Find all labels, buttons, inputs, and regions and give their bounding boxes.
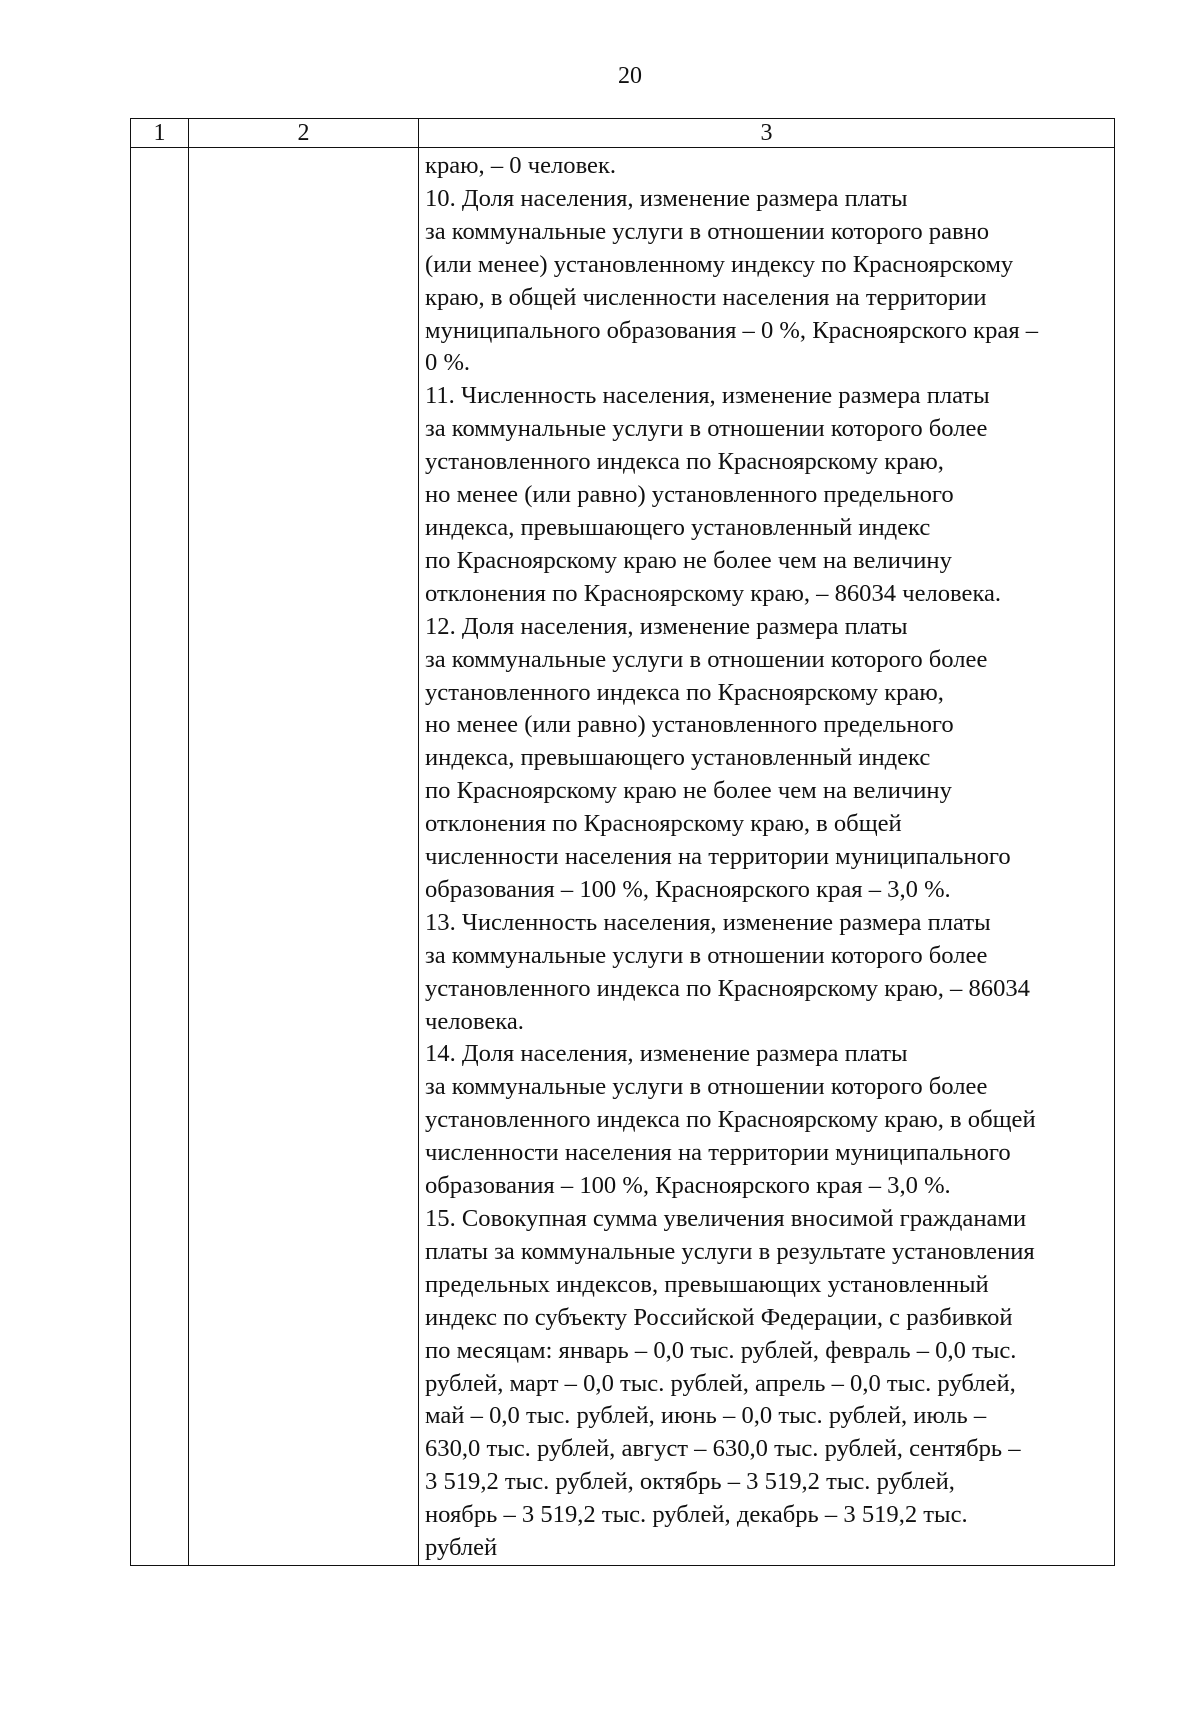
text-line: рублей, март – 0,0 тыс. рублей, апрель – 0,0 тыс. рублей, [425,1369,1016,1397]
text-line: человека. [425,1007,524,1035]
text-line: за коммунальные услуги в отношении которого более [425,645,988,673]
text-line: но менее (или равно) установленного предельного [425,711,954,739]
table-cell-col3 [419,148,1115,1566]
table-cell-col2 [189,148,419,1566]
text-line: краю, в общей численности населения на территории [425,283,987,311]
column-header-3: 3 [419,119,1115,148]
text-line: установленного индекса по Красноярскому краю, в общей [425,1106,1036,1134]
text-line: установленного индекса по Красноярскому краю, [425,448,944,476]
text-line: но менее (или равно) установленного предельного [425,481,954,509]
text-line: май – 0,0 тыс. рублей, июнь – 0,0 тыс. рублей, июль – [425,1402,987,1430]
text-line: рублей [425,1534,498,1562]
text-line: 630,0 тыс. рублей, август – 630,0 тыс. рублей, сентябрь – [425,1435,1021,1463]
text-line: за коммунальные услуги в отношении которого более [425,415,988,443]
text-line: численности населения на территории муниципального [425,1139,1011,1167]
text-line: 14. Доля населения, изменение размера платы [425,1040,908,1068]
column-header-1: 1 [131,119,189,148]
text-line: по Красноярскому краю не более чем на величину [425,546,952,574]
text-line: индекс по субъекту Российской Федерации, с разбивкой [425,1303,1013,1331]
text-line: 10. Доля населения, изменение размера платы [425,184,908,212]
text-line: индекса, превышающего установленный индекс [425,513,931,541]
text-line: образования – 100 %, Красноярского края – 3,0 %. [425,1172,951,1200]
text-line: за коммунальные услуги в отношении которого более [425,1073,988,1101]
text-line: за коммунальные услуги в отношении которого более [425,941,988,969]
text-line: численности населения на территории муниципального [425,843,1011,871]
text-line: краю, – 0 человек. [425,152,617,179]
text-line: 13. Численность населения, изменение размера платы [425,908,991,936]
text-line: 12. Доля населения, изменение размера платы [425,612,908,640]
table-row [131,148,1115,1566]
text-line: платы за коммунальные услуги в результате установления [425,1237,1035,1265]
text-line: установленного индекса по Красноярскому краю, [425,678,944,706]
text-line: образования – 100 %, Красноярского края – 3,0 %. [425,875,951,903]
text-line: ноябрь – 3 519,2 тыс. рублей, декабрь – 3 519,2 тыс. [425,1501,968,1529]
text-line: по Красноярскому краю не более чем на величину [425,777,952,805]
text-line: за коммунальные услуги в отношении которого равно [425,217,990,245]
text-line: 3 519,2 тыс. рублей, октябрь – 3 519,2 тыс. рублей, [425,1468,955,1496]
table-cell-col1 [131,148,189,1566]
text-line: предельных индексов, превышающих установленный [425,1270,989,1298]
text-line: отклонения по Красноярскому краю, – 86034 человека. [425,579,1002,607]
text-line: муниципального образования – 0 %, Красноярского края – [425,316,1039,344]
col3-text-block [419,148,1114,1565]
document-table [130,118,1115,1566]
page-number: 20 [618,63,642,89]
text-line: 0 %. [425,349,471,377]
text-line: индекса, превышающего установленный индекс [425,744,931,772]
text-line: (или менее) установленному индексу по Красноярскому [425,250,1014,278]
text-line: отклонения по Красноярскому краю, в общей [425,810,902,838]
text-line: по месяцам: январь – 0,0 тыс. рублей, февраль – 0,0 тыс. [425,1336,1017,1364]
text-line: 15. Совокупная сумма увеличения вносимой гражданами [425,1205,1027,1232]
column-header-2: 2 [189,119,419,148]
text-line: установленного индекса по Красноярскому краю, – 86034 [425,974,1030,1002]
text-line: 11. Численность населения, изменение размера платы [425,382,990,410]
table-header-row [131,119,1115,148]
